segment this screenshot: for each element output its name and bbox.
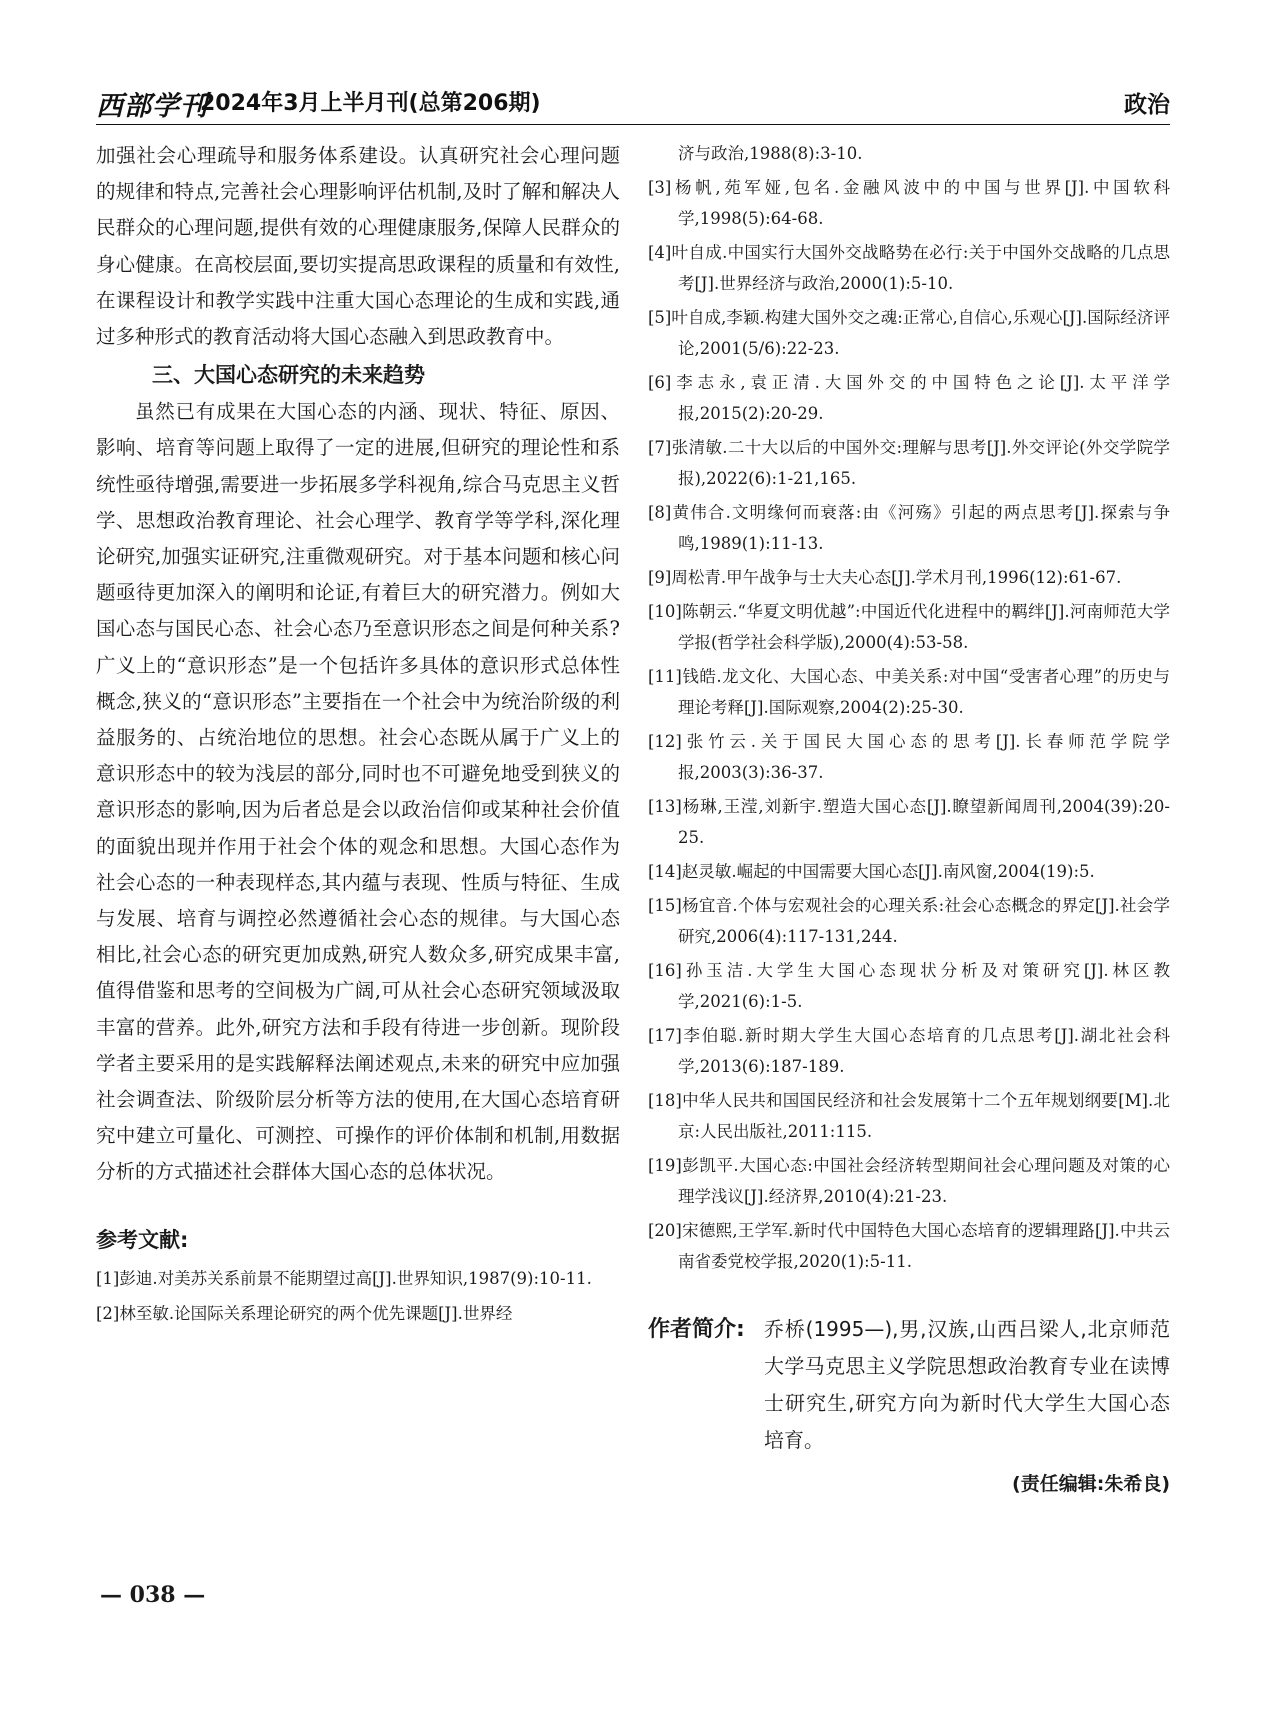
- body-paragraph: 虽然已有成果在大国心态的内涵、现状、特征、原因、影响、培育等问题上取得了一定的进展,但研究的理论性和系统性亟待增强,需要进一步拓展多学科视角,综合马克思主义哲学、思想政治教育理论、社会心理学、教育学等学科,深化理论研究,加强实证研究,注重微观研究。对于基本问题和核心问题亟待更加深入的阐明和论证,有着巨大的研究潜力。例如大国心态与国民心态、社会心态乃至意识形态之间是何种关系?广义上的“意识形态”是一个包括许多具体的意识形式总体性概念,狭义的“意识形态”主要指在一个社会中为统治阶级的利益服务的、占统治地位的思想。社会心态既从属于广义上的意识形态中的较为浅层的部分,同时也不可避免地受到狭义的意识形态的影响,因为后者总是会以政治信仰或某种社会价值的面貌出现并作用于社会个体的观念和思想。大国心态作为社会心态的一种表现样态,其内蕴与表现、性质与特征、生成与发展、培育与调控必然遵循社会心态的规律。与大国心态相比,社会心态的研究更加成熟,研究人数众多,研究成果丰富,值得借鉴和思考的空间极为广阔,可从社会心态研究领域汲取丰富的营养。此外,研究方法和手段有待进一步创新。现阶段学者主要采用的是实践解释法阐述观点,未来的研究中应加强社会调查法、阶级阶层分析等方法的使用,在大国心态培育研究中建立可量化、可测控、可操作的评价体制和机制,用数据分析的方式描述社会群体大国心态的总体状况。: [96, 400, 620, 1184]
- author-text: 乔桥(1995—),男,汉族,山西吕梁人,北京师范大学马克思主义学院思想政治教育专业在读博士研究生,研究方向为新时代大学生大国心态培育。: [764, 1317, 1170, 1452]
- reference-item: [19]彭凯平.大国心态:中国社会经济转型期间社会心理问题及对策的心理学浅议[J].经济界,2010(4):21-23.: [648, 1156, 1170, 1206]
- reference-item: [6]李志永,袁正清.大国外交的中国特色之论[J].太平洋学报,2015(2):20-29.: [648, 373, 1170, 423]
- reference-item: [12]张竹云.关于国民大国心态的思考[J].长春师范学院学报,2003(3):36-37.: [648, 732, 1170, 782]
- left-column: [96, 138, 620, 1333]
- section-heading: 三、大国心态研究的未来趋势: [152, 363, 425, 388]
- reference-item: [3]杨帆,苑军娅,包名.金融风波中的中国与世界[J].中国软科学,1998(5):64-68.: [648, 178, 1170, 228]
- page-number: — 038 —: [100, 1582, 206, 1608]
- reference-item: [17]李伯聪.新时期大学生大国心态培育的几点思考[J].湖北社会科学,2013(6):187-189.: [648, 1026, 1170, 1076]
- reference-item: [1]彭迪.对美苏关系前景不能期望过高[J].世界知识,1987(9):10-11.: [96, 1268, 592, 1288]
- reference-item: [16]孙玉洁.大学生大国心态现状分析及对策研究[J].林区教学,2021(6):1-5.: [648, 961, 1170, 1011]
- reference-item: [2]林至敏.论国际关系理论研究的两个优先课题[J].世界经: [96, 1303, 513, 1323]
- reference-item: [15]杨宜音.个体与宏观社会的心理关系:社会心态概念的界定[J].社会学研究,2006(4):117-131,244.: [648, 896, 1170, 946]
- paragraph-continued: 加强社会心理疏导和服务体系建设。认真研究社会心理问题的规律和特点,完善社会心理影响评估机制,及时了解和解决人民群众的心理问题,提供有效的心理健康服务,保障人民群众的身心健康。在高校层面,要切实提高思政课程的质量和有效性,在课程设计和教学实践中注重大国心态理论的生成和实践,通过多种形式的教育活动将大国心态融入到思政教育中。: [96, 144, 620, 349]
- right-column: [648, 138, 1170, 1496]
- responsible-editor: (责任编辑:朱希良): [1012, 1473, 1170, 1495]
- header-rule: [96, 124, 1170, 125]
- reference-item: [20]宋德熙,王学军.新时代中国特色大国心态培育的逻辑理路[J].中共云南省委党校学报,2020(1):5-11.: [648, 1221, 1170, 1271]
- section-name: 政治: [1124, 92, 1170, 118]
- author-info: [648, 1311, 1170, 1459]
- reference-item: [5]叶自成,李颖.构建大国外交之魂:正常心,自信心,乐观心[J].国际经济评论,2001(5/6):22-23.: [648, 308, 1170, 358]
- reference-item: [11]钱皓.龙文化、大国心态、中美关系:对中国“受害者心理”的历史与理论考释[J].国际观察,2004(2):25-30.: [648, 667, 1170, 717]
- reference-item: [4]叶自成.中国实行大国外交战略势在必行:关于中国外交战略的几点思考[J].世界经济与政治,2000(1):5-10.: [648, 243, 1170, 293]
- issue-info: 2024年3月上半月刊(总第206期): [200, 91, 541, 116]
- author-label: 作者简介:: [648, 1317, 745, 1342]
- journal-logo: 西部学刊: [96, 91, 208, 122]
- reference-item: [10]陈朝云.“华夏文明优越”:中国近代化进程中的羁绊[J].河南师范大学学报(哲学社会科学版),2000(4):53-58.: [648, 602, 1170, 652]
- reference-item: [7]张清敏.二十大以后的中国外交:理解与思考[J].外交评论(外交学院学报),2022(6):1-21,165.: [648, 438, 1170, 488]
- reference-item: [13]杨琳,王滢,刘新宇.塑造大国心态[J].瞭望新闻周刊,2004(39):20-25.: [648, 797, 1170, 847]
- reference-item: [14]赵灵敏.崛起的中国需要大国心态[J].南风窗,2004(19):5.: [648, 862, 1095, 881]
- page-header: [96, 80, 1170, 124]
- reference-item: [8]黄伟合.文明缘何而衰落:由《河殇》引起的两点思考[J].探索与争鸣,1989(1):11-13.: [648, 503, 1170, 553]
- references-title: 参考文献:: [96, 1227, 189, 1252]
- reference-item: [9]周松青.甲午战争与士大夫心态[J].学术月刊,1996(12):61-67.: [648, 568, 1122, 587]
- reference-item: 济与政治,1988(8):3-10.: [678, 144, 863, 163]
- reference-item: [18]中华人民共和国国民经济和社会发展第十二个五年规划纲要[M].北京:人民出版社,2011:115.: [648, 1091, 1170, 1141]
